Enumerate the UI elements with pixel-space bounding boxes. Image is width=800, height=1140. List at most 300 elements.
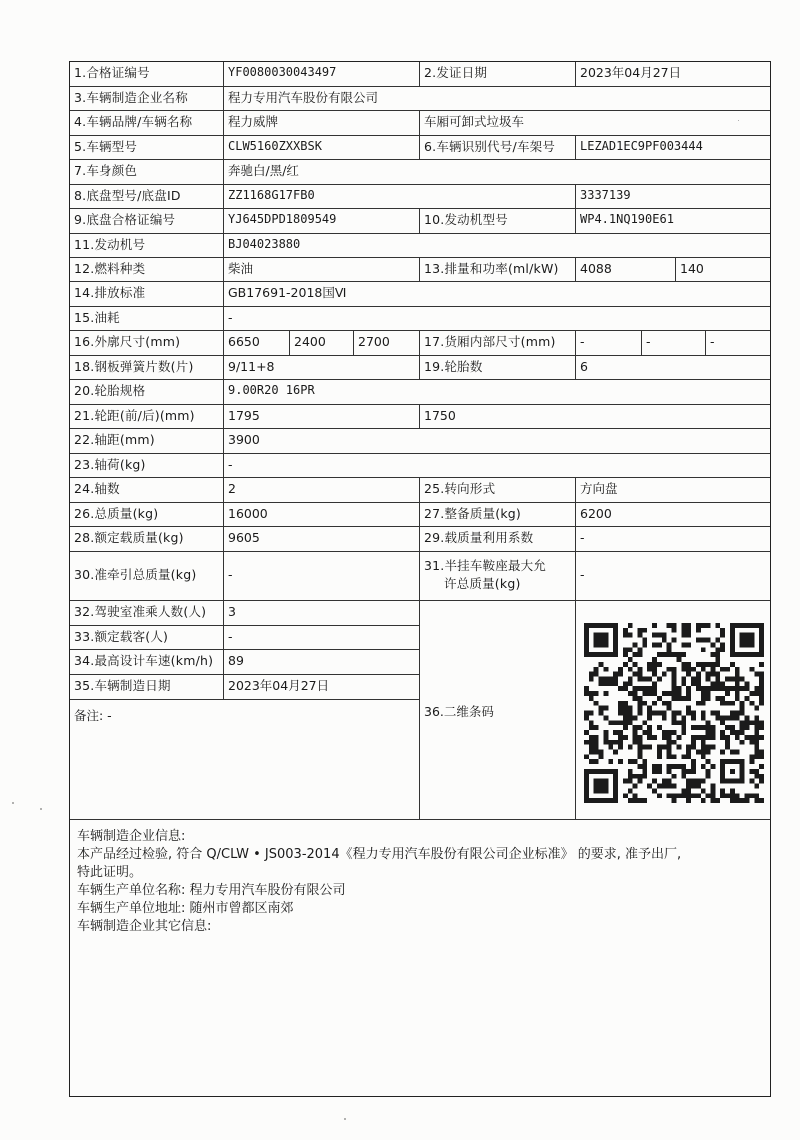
qr-module — [638, 647, 643, 652]
qr-module — [594, 740, 599, 745]
saddle-mass-label — [420, 552, 576, 601]
qr-module — [720, 681, 725, 686]
cert-number-label: 1.合格证编号 — [70, 62, 224, 87]
cargo-length-value: - — [576, 331, 642, 356]
qr-module — [628, 623, 633, 628]
qr-module — [745, 681, 750, 686]
qr-module — [676, 764, 681, 769]
qr-module — [672, 764, 677, 769]
qr-module — [642, 701, 647, 706]
qr-module — [584, 730, 589, 735]
qr-module — [652, 701, 657, 706]
qr-module — [672, 691, 677, 696]
qr-module — [618, 730, 623, 735]
qr-module — [686, 662, 691, 667]
qr-module — [701, 667, 706, 672]
qr-module — [701, 764, 706, 769]
qr-module — [589, 677, 594, 682]
qr-module — [754, 706, 759, 711]
wheelbase-value: 3900 — [224, 429, 770, 454]
qr-module — [754, 720, 759, 725]
manufacturer-label: 3.车辆制造企业名称 — [70, 87, 224, 111]
vin-value: LEZAD1EC9PF003444 — [576, 136, 770, 160]
qr-module — [652, 642, 657, 647]
qr-module — [710, 788, 715, 793]
qr-module — [589, 691, 594, 696]
producer-name: 车辆生产单位名称: 程力专用汽车股份有限公司 — [77, 883, 346, 898]
qr-module — [672, 793, 677, 798]
qr-module — [662, 735, 667, 740]
rated-passengers-label: 33.额定载客(人) — [70, 626, 224, 650]
scan-speck — [40, 808, 42, 810]
qr-module — [652, 633, 657, 638]
qr-module — [662, 745, 667, 750]
qr-module — [745, 686, 750, 691]
qr-module — [754, 715, 759, 720]
qr-module — [749, 691, 754, 696]
qr-module — [628, 711, 633, 716]
qr-module — [710, 711, 715, 716]
qr-module — [657, 642, 662, 647]
qr-module — [584, 711, 589, 716]
qr-module — [701, 647, 706, 652]
qr-module — [735, 681, 740, 686]
scan-speck — [12, 802, 14, 804]
qr-module — [657, 662, 662, 667]
qr-module — [672, 730, 677, 735]
qr-module — [686, 769, 691, 774]
qr-module — [710, 667, 715, 672]
qr-module — [681, 652, 686, 657]
qr-module — [633, 642, 638, 647]
qr-module — [672, 715, 677, 720]
qr-module — [715, 672, 720, 677]
qr-module — [715, 652, 720, 657]
qr-module — [623, 628, 628, 633]
qr-module — [696, 672, 701, 677]
qr-module — [652, 623, 657, 628]
steering-type-value: 方向盘 — [576, 478, 770, 503]
qr-module — [759, 725, 764, 730]
qr-module — [628, 667, 633, 672]
qr-module — [662, 652, 667, 657]
qr-module — [681, 730, 686, 735]
qr-module — [667, 784, 672, 789]
qr-module — [652, 711, 657, 716]
remark: 备注: - — [70, 700, 420, 820]
qr-module — [628, 774, 633, 779]
qr-module — [647, 730, 652, 735]
curb-mass-value: 6200 — [576, 503, 770, 527]
qr-module — [735, 672, 740, 677]
qr-module — [730, 793, 735, 798]
curb-mass-label: 27.整备质量(kg) — [420, 503, 576, 527]
outer-height-value: 2700 — [354, 331, 420, 356]
qr-module — [696, 677, 701, 682]
qr-module — [706, 638, 711, 643]
qr-module — [584, 691, 589, 696]
qr-module — [623, 706, 628, 711]
qr-module — [618, 745, 623, 750]
qr-module — [686, 633, 691, 638]
qr-module — [589, 720, 594, 725]
qr-module — [715, 715, 720, 720]
qr-module — [652, 691, 657, 696]
scan-speck — [344, 1118, 346, 1120]
qr-module — [740, 677, 745, 682]
qr-module — [672, 754, 677, 759]
qr-module — [691, 681, 696, 686]
qr-module — [706, 686, 711, 691]
qr-module — [681, 769, 686, 774]
qr-module — [706, 749, 711, 754]
qr-module — [618, 686, 623, 691]
qr-module — [725, 677, 730, 682]
qr-module — [642, 677, 647, 682]
qr-module — [647, 677, 652, 682]
qr-module — [672, 784, 677, 789]
qr-module — [638, 696, 643, 701]
manufacture-date-label: 35.车辆制造日期 — [70, 675, 224, 700]
qr-module — [628, 677, 633, 682]
qr-module — [701, 691, 706, 696]
qr-module — [720, 749, 725, 754]
qr-module — [691, 745, 696, 750]
body-color-value: 奔驰白/黑/红 — [224, 160, 770, 185]
qr-module — [638, 745, 643, 750]
qr-module — [652, 662, 657, 667]
qr-module — [667, 793, 672, 798]
qr-module — [603, 715, 608, 720]
qr-module — [603, 706, 608, 711]
qr-module — [618, 735, 623, 740]
qr-module — [608, 740, 613, 745]
qr-module — [667, 754, 672, 759]
qr-module — [759, 774, 764, 779]
qr-module — [706, 759, 711, 764]
qr-module — [735, 696, 740, 701]
qr-module — [759, 681, 764, 686]
vin-label: 6.车辆识别代号/车架号 — [420, 136, 576, 160]
qr-module — [720, 788, 725, 793]
qr-module — [759, 798, 764, 803]
qr-module — [725, 686, 730, 691]
rear-track-value: 1750 — [420, 405, 770, 429]
qr-module — [720, 628, 725, 633]
qr-module — [676, 696, 681, 701]
qr-module — [603, 681, 608, 686]
qr-module — [638, 774, 643, 779]
displacement-power-label: 13.排量和功率(ml/kW) — [420, 258, 576, 282]
qr-module — [754, 745, 759, 750]
qr-module — [662, 730, 667, 735]
outer-dimensions-label: 16.外廓尺寸(mm) — [70, 331, 224, 356]
qr-module — [725, 725, 730, 730]
qr-module — [681, 667, 686, 672]
steering-type-label: 25.转向形式 — [420, 478, 576, 503]
qr-module — [759, 749, 764, 754]
qr-module — [749, 720, 754, 725]
qr-module — [754, 749, 759, 754]
qr-module — [754, 740, 759, 745]
qr-module — [740, 720, 745, 725]
qr-module — [594, 672, 599, 677]
qr-module — [715, 647, 720, 652]
qr-module — [676, 657, 681, 662]
qr-module — [608, 681, 613, 686]
qr-module — [754, 672, 759, 677]
qr-module — [642, 745, 647, 750]
qr-module — [696, 701, 701, 706]
qr-module — [691, 740, 696, 745]
qr-module — [706, 745, 711, 750]
qr-module — [662, 672, 667, 677]
qr-module — [633, 662, 638, 667]
qr-module — [754, 735, 759, 740]
qr-module — [759, 686, 764, 691]
qr-module — [710, 681, 715, 686]
qr-module — [589, 696, 594, 701]
qr-module — [686, 706, 691, 711]
qr-module — [676, 745, 681, 750]
qr-module — [740, 686, 745, 691]
qr-module — [594, 759, 599, 764]
qr-module — [706, 623, 711, 628]
qr-module — [720, 696, 725, 701]
qr-module — [589, 725, 594, 730]
qr-module — [638, 672, 643, 677]
saddle-mass-label-line1: 31.半挂车鞍座最大允 — [424, 558, 547, 573]
qr-module — [638, 735, 643, 740]
qr-module — [657, 696, 662, 701]
vehicle-model-value: CLW5160ZXXBSK — [224, 136, 420, 160]
qr-module — [652, 769, 657, 774]
qr-module — [759, 662, 764, 667]
qr-module — [725, 735, 730, 740]
manufacturer-value: 程力专用汽车股份有限公司 — [224, 87, 770, 111]
qr-module — [667, 691, 672, 696]
qr-module — [691, 764, 696, 769]
cargo-height-value: - — [706, 331, 770, 356]
qr-module — [608, 720, 613, 725]
qr-module — [701, 740, 706, 745]
qr-module — [599, 706, 604, 711]
qr-module — [681, 774, 686, 779]
qr-module — [647, 725, 652, 730]
qr-module — [594, 749, 599, 754]
qr-module — [667, 740, 672, 745]
qr-module — [691, 725, 696, 730]
qr-module — [740, 740, 745, 745]
qr-module — [599, 754, 604, 759]
qr-module — [715, 623, 720, 628]
qr-module — [652, 779, 657, 784]
qr-module — [725, 701, 730, 706]
qr-module — [633, 652, 638, 657]
qr-module — [696, 686, 701, 691]
qr-module — [754, 754, 759, 759]
qr-module — [754, 774, 759, 779]
load-utilization-value: - — [576, 527, 770, 552]
qr-module — [681, 725, 686, 730]
qr-module — [730, 798, 735, 803]
qr-module — [628, 769, 633, 774]
qr-module — [633, 774, 638, 779]
qr-module — [667, 745, 672, 750]
qr-module — [628, 647, 633, 652]
axle-load-value: - — [224, 454, 770, 478]
qr-module — [745, 793, 750, 798]
qr-module — [662, 715, 667, 720]
qr-module — [642, 720, 647, 725]
qr-module — [608, 745, 613, 750]
qr-module — [667, 623, 672, 628]
scan-speck — [738, 120, 739, 121]
qr-module — [720, 715, 725, 720]
qr-module — [696, 628, 701, 633]
fuel-type-label: 12.燃料种类 — [70, 258, 224, 282]
fuel-type-value: 柴油 — [224, 258, 420, 282]
qr-module — [667, 764, 672, 769]
qr-module — [613, 677, 618, 682]
qr-module — [735, 667, 740, 672]
axle-count-value: 2 — [224, 478, 420, 503]
qr-module — [638, 677, 643, 682]
outer-length-value: 6650 — [224, 331, 290, 356]
qr-module — [638, 779, 643, 784]
qr-module — [759, 720, 764, 725]
qr-module — [686, 628, 691, 633]
qr-module — [686, 696, 691, 701]
qr-module — [715, 681, 720, 686]
max-speed-label: 34.最高设计车速(km/h) — [70, 650, 224, 675]
qr-module — [642, 769, 647, 774]
qr-module — [633, 798, 638, 803]
qr-module — [691, 784, 696, 789]
qr-module — [633, 672, 638, 677]
chassis-model-label: 8.底盘型号/底盘ID — [70, 185, 224, 209]
qr-module — [701, 715, 706, 720]
qr-module — [706, 735, 711, 740]
qr-module — [749, 779, 754, 784]
qr-module — [633, 725, 638, 730]
qr-module — [749, 667, 754, 672]
qr-module — [642, 628, 647, 633]
qr-module — [691, 793, 696, 798]
qr-module — [672, 696, 677, 701]
qr-module — [686, 779, 691, 784]
qr-module — [696, 779, 701, 784]
qr-module — [759, 754, 764, 759]
qr-module — [642, 686, 647, 691]
qr-module — [676, 720, 681, 725]
qr-module — [672, 740, 677, 745]
qr-module — [686, 793, 691, 798]
qr-module — [715, 657, 720, 662]
qr-module — [701, 749, 706, 754]
saddle-mass-label-line2: 许总质量(kg) — [444, 576, 521, 591]
qr-module — [686, 623, 691, 628]
saddle-mass-value: - — [576, 552, 770, 601]
qr-module — [672, 667, 677, 672]
qr-module — [735, 686, 740, 691]
qr-module — [686, 672, 691, 677]
axle-count-label: 24.轴数 — [70, 478, 224, 503]
qr-module — [594, 745, 599, 750]
qr-module — [618, 740, 623, 745]
qr-module — [740, 711, 745, 716]
power-value: 140 — [676, 258, 770, 282]
track-width-label: 21.轮距(前/后)(mm) — [70, 405, 224, 429]
qr-module — [691, 735, 696, 740]
qr-module — [652, 764, 657, 769]
qr-module — [642, 638, 647, 643]
qr-module — [638, 701, 643, 706]
qr-module — [710, 798, 715, 803]
qr-module — [647, 662, 652, 667]
qr-module — [633, 784, 638, 789]
qr-module — [701, 779, 706, 784]
qr-module — [706, 672, 711, 677]
qr-module — [706, 720, 711, 725]
qr-module — [686, 691, 691, 696]
qr-module — [740, 701, 745, 706]
qr-module — [647, 691, 652, 696]
qr-module — [662, 638, 667, 643]
qr-module — [638, 667, 643, 672]
qr-module — [589, 711, 594, 716]
qr-module — [638, 725, 643, 730]
engine-model-label: 10.发动机型号 — [420, 209, 576, 234]
qr-module — [603, 735, 608, 740]
qr-module — [745, 735, 750, 740]
qr-module — [740, 730, 745, 735]
qr-module — [706, 793, 711, 798]
qr-module — [676, 735, 681, 740]
qr-module — [720, 720, 725, 725]
qr-module — [681, 754, 686, 759]
qr-module — [715, 798, 720, 803]
qr-module — [740, 725, 745, 730]
qr-module — [725, 715, 730, 720]
qr-module — [720, 735, 725, 740]
qr-module — [657, 754, 662, 759]
qr-module — [730, 788, 735, 793]
fuel-consumption-label: 15.油耗 — [70, 307, 224, 331]
qr-module — [672, 672, 677, 677]
qr-module — [672, 686, 677, 691]
qr-module — [706, 677, 711, 682]
qr-module — [686, 749, 691, 754]
brand-value: 程力威牌 — [224, 111, 420, 136]
qr-module — [647, 745, 652, 750]
inspection-statement: 本产品经过检验, 符合 Q/CLW • JS003-2014《程力专用汽车股份有限公司企业标准》 的要求, 准予出厂, — [77, 847, 682, 862]
qr-module — [638, 633, 643, 638]
qr-module — [628, 633, 633, 638]
qr-module — [603, 677, 608, 682]
qr-module — [706, 691, 711, 696]
qr-module — [720, 793, 725, 798]
qr-code-image — [584, 622, 764, 804]
qr-module — [642, 642, 647, 647]
qr-module — [628, 779, 633, 784]
qr-module — [754, 784, 759, 789]
qr-code-label: 36.二维条码 — [420, 601, 576, 820]
manufacture-date-value: 2023年04月27日 — [224, 675, 420, 700]
qr-module — [638, 711, 643, 716]
qr-module — [652, 788, 657, 793]
qr-module — [691, 715, 696, 720]
